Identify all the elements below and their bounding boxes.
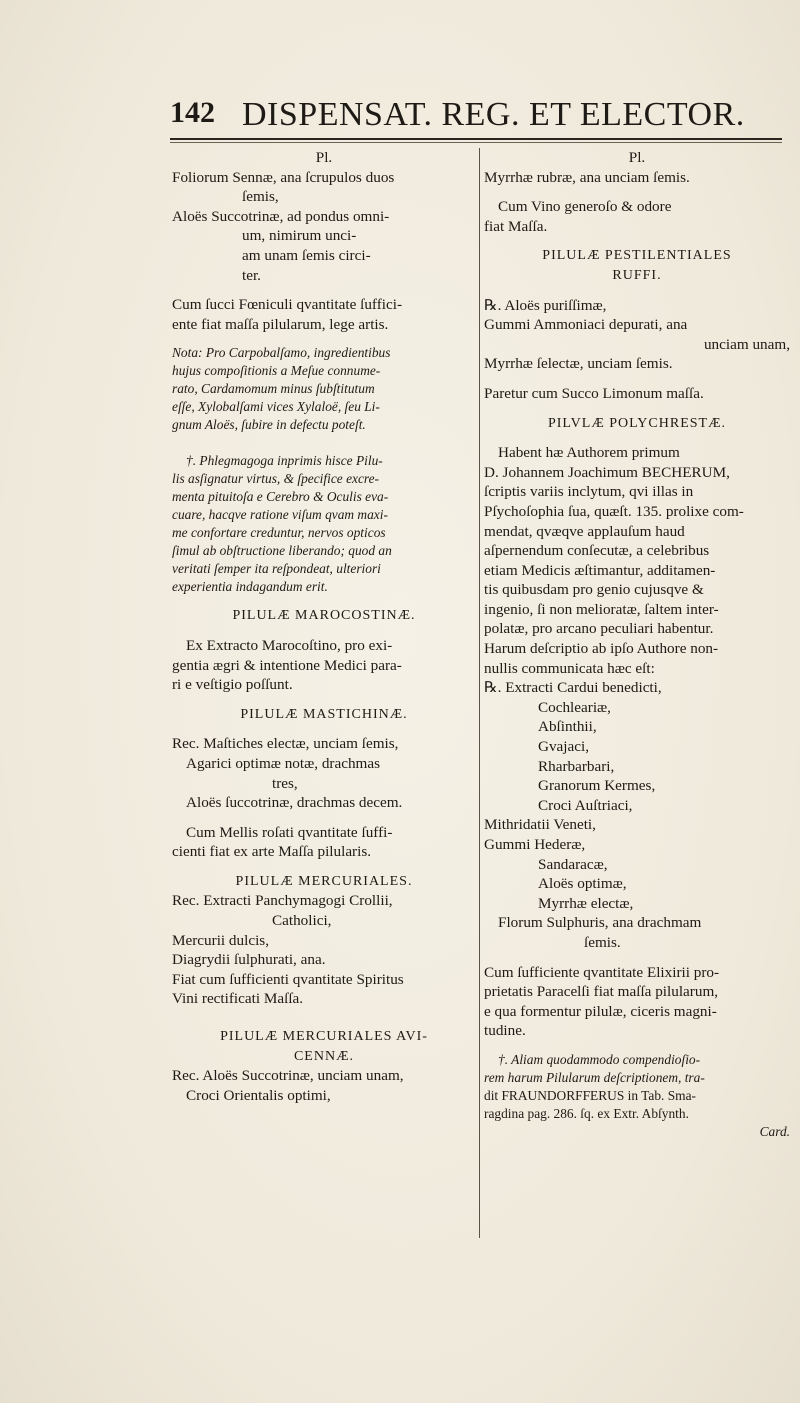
text-line: ingenio, ſi non melioratæ, ſaltem inter- — [484, 600, 719, 618]
text-line: Paretur cum Succo Limonum maſſa. — [484, 384, 704, 402]
spacer — [484, 286, 790, 296]
spacer — [484, 953, 790, 963]
text-line: Aloës Succotrinæ, ad pondus omni- — [172, 207, 390, 225]
text-line: Mercurii dulcis, — [172, 931, 270, 949]
text-line: fiat Maſſa. — [484, 217, 548, 235]
text-line: mendat, qvæqve applauſum haud — [484, 522, 685, 540]
text-line: Catholici, — [272, 912, 332, 930]
spacer — [172, 1009, 476, 1027]
text-line: me confortare creduntur, nervos opticos — [172, 525, 386, 541]
text-line: Aloës ſuccotrinæ, drachmas decem. — [186, 794, 403, 812]
text-line: Cum Vino generoſo & odore — [498, 198, 672, 216]
text-line: RUFFI. — [612, 267, 662, 283]
text-line: tudine. — [484, 1022, 526, 1040]
text-line: Pl. — [315, 149, 333, 166]
text-line: Myrrhæ ſelectæ, unciam ſemis. — [484, 355, 673, 373]
text-line: Mithridatii Veneti, — [484, 816, 596, 834]
text-line: aſpernendum conſecutæ, a celebribus — [484, 542, 710, 560]
text-line: nullis communicata hæc eſt: — [484, 659, 655, 677]
text-line: tis quibusdam pro genio cujusqve & — [484, 581, 704, 599]
running-title: DISPENSAT. REG. ET ELECTOR. — [242, 96, 745, 133]
spacer — [484, 374, 790, 384]
text-line: ℞. Extracti Cardui benedicti, — [484, 679, 662, 697]
spacer — [172, 862, 476, 872]
text-line: D. Johannem Joachimum BECHERUM, — [484, 463, 730, 481]
text-line: Cum ſufficiente qvantitate Elixirii pro- — [484, 963, 720, 981]
text-line: menta pituitoſa e Cerebro & Oculis eva- — [172, 489, 389, 505]
text-line: PILULÆ MAROCOSTINÆ. — [232, 608, 416, 624]
header-rule-thin — [170, 142, 782, 143]
text-line: Rharbarbari, — [538, 757, 615, 775]
text-line: Myrrhæ rubræ, ana unciam ſemis. — [484, 168, 690, 186]
text-line: experientia indagandum erit. — [172, 579, 328, 595]
text-line: um, nimirum unci- — [242, 227, 357, 245]
text-line: Gummi Hederæ, — [484, 836, 586, 853]
text-line: Rec. Extracti Panchymagogi Crollii, — [172, 892, 393, 910]
text-line: ſimul ab obſtructione liberando; quod an — [172, 543, 392, 559]
header-rule — [170, 138, 782, 140]
spacer — [484, 187, 790, 197]
text-line: ſemis, — [242, 188, 279, 206]
text-line: polatæ, pro arcano peculiari habentur. — [484, 620, 714, 638]
text-line: PILULÆ MERCURIALES. — [235, 873, 413, 889]
text-line: etiam Medicis æſtimantur, additamen- — [484, 561, 716, 579]
text-line: cuare, hacqve ratione viſum qvam maxi- — [172, 507, 388, 523]
page-header — [170, 96, 790, 136]
column-divider — [479, 148, 480, 1238]
spacer — [484, 404, 790, 414]
text-line: †. Phlegmagoga inprimis hisce Pilu- — [186, 453, 383, 469]
text-line: hujus compoſitionis a Meſue connume- — [172, 363, 381, 379]
text-line: Gvajaci, — [538, 738, 590, 756]
spacer — [172, 695, 476, 705]
text-line: gnum Aloës, ſubire in defectu poteſt. — [172, 417, 366, 433]
text-line: Pl. — [628, 149, 646, 166]
spacer — [484, 1041, 790, 1051]
text-line: Rec. Aloës Succotrinæ, unciam unam, — [172, 1067, 404, 1085]
text-line: cienti fiat ex arte Maſſa pilularis. — [172, 843, 372, 861]
text-line: Croci Auſtriaci, — [538, 796, 633, 814]
left-column — [172, 148, 476, 1105]
text-line: Aloës optimæ, — [538, 875, 627, 893]
spacer — [172, 724, 476, 734]
text-line: rem harum Pilularum deſcriptionem, tra- — [484, 1069, 705, 1085]
text-line: Harum deſcriptio ab ipſo Authore non- — [484, 640, 719, 658]
text-line: eſſe, Xylobalſami vices Xylaloë, ſeu Li- — [172, 399, 380, 415]
text-line: Cum ſucci Fœniculi qvantitate ſuffici- — [172, 296, 403, 314]
spacer — [172, 626, 476, 636]
text-line: PILULÆ PESTILENTIALES — [542, 248, 732, 264]
text-line: Fiat cum ſufficienti qvantitate Spiritus — [172, 970, 404, 988]
spacer — [484, 433, 790, 443]
text-line: Pſychoſophia ſua, quæſt. 135. prolixe com- — [484, 502, 744, 520]
spacer — [484, 236, 790, 246]
text-line: Cochleariæ, — [538, 698, 611, 716]
text-line: ragdina pag. 286. ſq. ex Extr. Abſynth. — [484, 1105, 689, 1121]
text-line: ter. — [242, 266, 261, 284]
text-line: CENNÆ. — [293, 1048, 355, 1064]
text-line: lis asſignatur virtus, & ſpecifice excre- — [172, 471, 380, 487]
text-line: dit FRAUNDORFFERUS in Tab. Sma- — [484, 1087, 696, 1103]
text-line: Croci Orientalis optimi, — [186, 1086, 331, 1104]
spacer — [172, 434, 476, 452]
text-line: Cum Mellis roſati qvantitate ſuffi- — [186, 823, 393, 841]
text-line: rato, Cardamomum minus ſubſtitutum — [172, 381, 375, 397]
text-line: e qua formentur pilulæ, ciceris magni- — [484, 1002, 717, 1020]
text-line: Card. — [759, 1123, 790, 1139]
text-line: ℞. Aloës puriſſimæ, — [484, 296, 607, 314]
text-line: tres, — [272, 774, 298, 792]
spacer — [172, 334, 476, 344]
text-line: PILULÆ MERCURIALES AVI- — [220, 1029, 428, 1045]
spacer — [172, 596, 476, 606]
spacer — [172, 285, 476, 295]
text-line: ente fiat maſſa pilularum, lege artis. — [172, 315, 389, 333]
spacer — [172, 813, 476, 823]
text-line: prietatis Paracelſi fiat maſſa pilularum, — [484, 983, 719, 1001]
text-line: ſcriptis variis inclytum, qvi illas in — [484, 483, 694, 501]
text-line: PILVLÆ POLYCHRESTÆ. — [547, 415, 727, 431]
text-line: gentia ægri & intentione Medici para- — [172, 656, 402, 674]
text-line: Nota: Pro Carpobalſamo, ingredientibus — [172, 345, 391, 361]
text-line: Rec. Maſtiches electæ, unciam ſemis, — [172, 735, 399, 753]
right-column — [484, 148, 790, 1141]
text-line: am unam ſemis circi- — [242, 246, 371, 264]
text-line: Diagrydii ſulphurati, ana. — [172, 951, 326, 969]
text-line: Florum Sulphuris, ana drachmam — [498, 914, 702, 932]
text-line: Gummi Ammoniaci depurati, ana — [484, 316, 688, 334]
text-line: Abſinthii, — [538, 718, 597, 736]
text-line: Habent hæ Authorem primum — [498, 444, 680, 462]
text-line: Foliorum Sennæ, ana ſcrupulos duos — [172, 168, 395, 186]
text-line: Vini rectificati Maſſa. — [172, 990, 304, 1008]
text-line: Agarici optimæ notæ, drachmas — [186, 754, 381, 772]
text-line: †. Aliam quodammodo compendioſio- — [498, 1051, 701, 1067]
text-line: Ex Extracto Marocoſtino, pro exi- — [186, 636, 393, 654]
text-line: ri e veſtigio poſſunt. — [172, 676, 293, 694]
page-number: 142 — [170, 96, 215, 129]
text-line: veritati ſemper ita reſpondeat, ulteriori — [172, 561, 381, 577]
text-line: ſemis. — [584, 933, 621, 951]
text-line: Sandaracæ, — [538, 855, 608, 873]
text-line: Myrrhæ electæ, — [538, 894, 634, 912]
text-line: PILULÆ MASTICHINÆ. — [240, 706, 408, 722]
text-line: unciam unam, — [703, 335, 790, 353]
text-line: Granorum Kermes, — [538, 777, 656, 795]
